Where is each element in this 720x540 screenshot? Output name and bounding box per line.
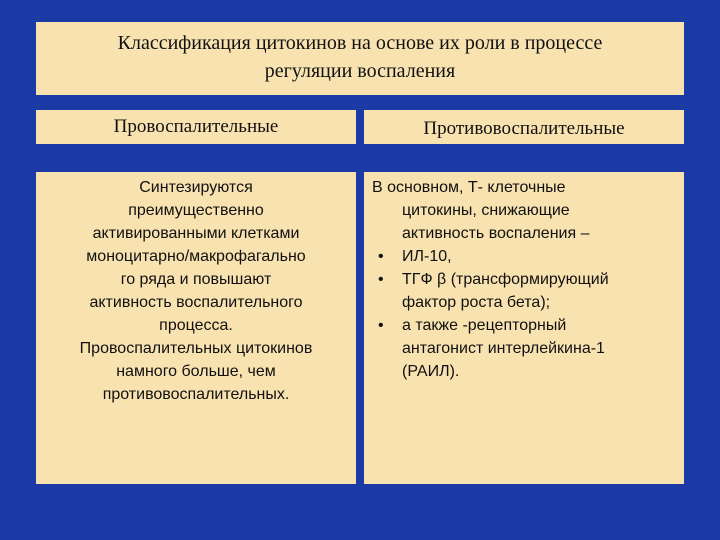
slide-title-line-1: Классификация цитокинов на основе их роли в процессе [117,32,603,54]
bullet-line: ИЛ-10, [402,248,452,265]
pro-line: намного больше, чем [116,363,276,380]
anti-inflammatory-header: Противовоспалительные [364,110,684,144]
bullet-line: антагонист интерлейкина-1 [402,340,605,357]
pro-inflammatory-description [36,172,356,484]
anti-bullet-list [372,245,684,383]
pro-line: Синтезируются [139,179,253,196]
anti-intro-line: В основном, Т- клеточные [372,179,566,196]
anti-inflammatory-description [364,172,684,484]
slide-title [36,22,684,95]
anti-intro-line: цитокины, снижающие [402,202,570,219]
anti-intro-line: активность воспаления – [402,225,590,242]
anti-intro [372,176,684,245]
bullet-icon: • [378,317,384,334]
bullet-line: а также -рецепторный [402,317,567,334]
bullet-icon: • [378,248,384,265]
pro-line: активность воспалительного [89,294,303,311]
list-item [372,268,684,314]
pro-line: процесса. [159,317,233,334]
bullet-icon: • [378,271,384,288]
pro-line: преимущественно [128,202,264,219]
pro-inflammatory-header: Провоспалительные [36,110,356,144]
pro-line: Провоспалительных цитокинов [79,340,313,357]
pro-line: го ряда и повышают [120,271,272,288]
bullet-line: (РАИЛ). [402,363,460,380]
list-item [372,245,684,268]
pro-line: моноцитарно/макрофагально [86,248,306,265]
pro-line: противовоспалительных. [102,386,290,403]
slide-title-line-2: регуляции воспаления [264,60,456,82]
pro-line: активированными клетками [92,225,300,242]
bullet-line: ТГФ β (трансформирующий [402,271,609,288]
list-item [372,314,684,383]
bullet-line: фактор роста бета); [402,294,551,311]
